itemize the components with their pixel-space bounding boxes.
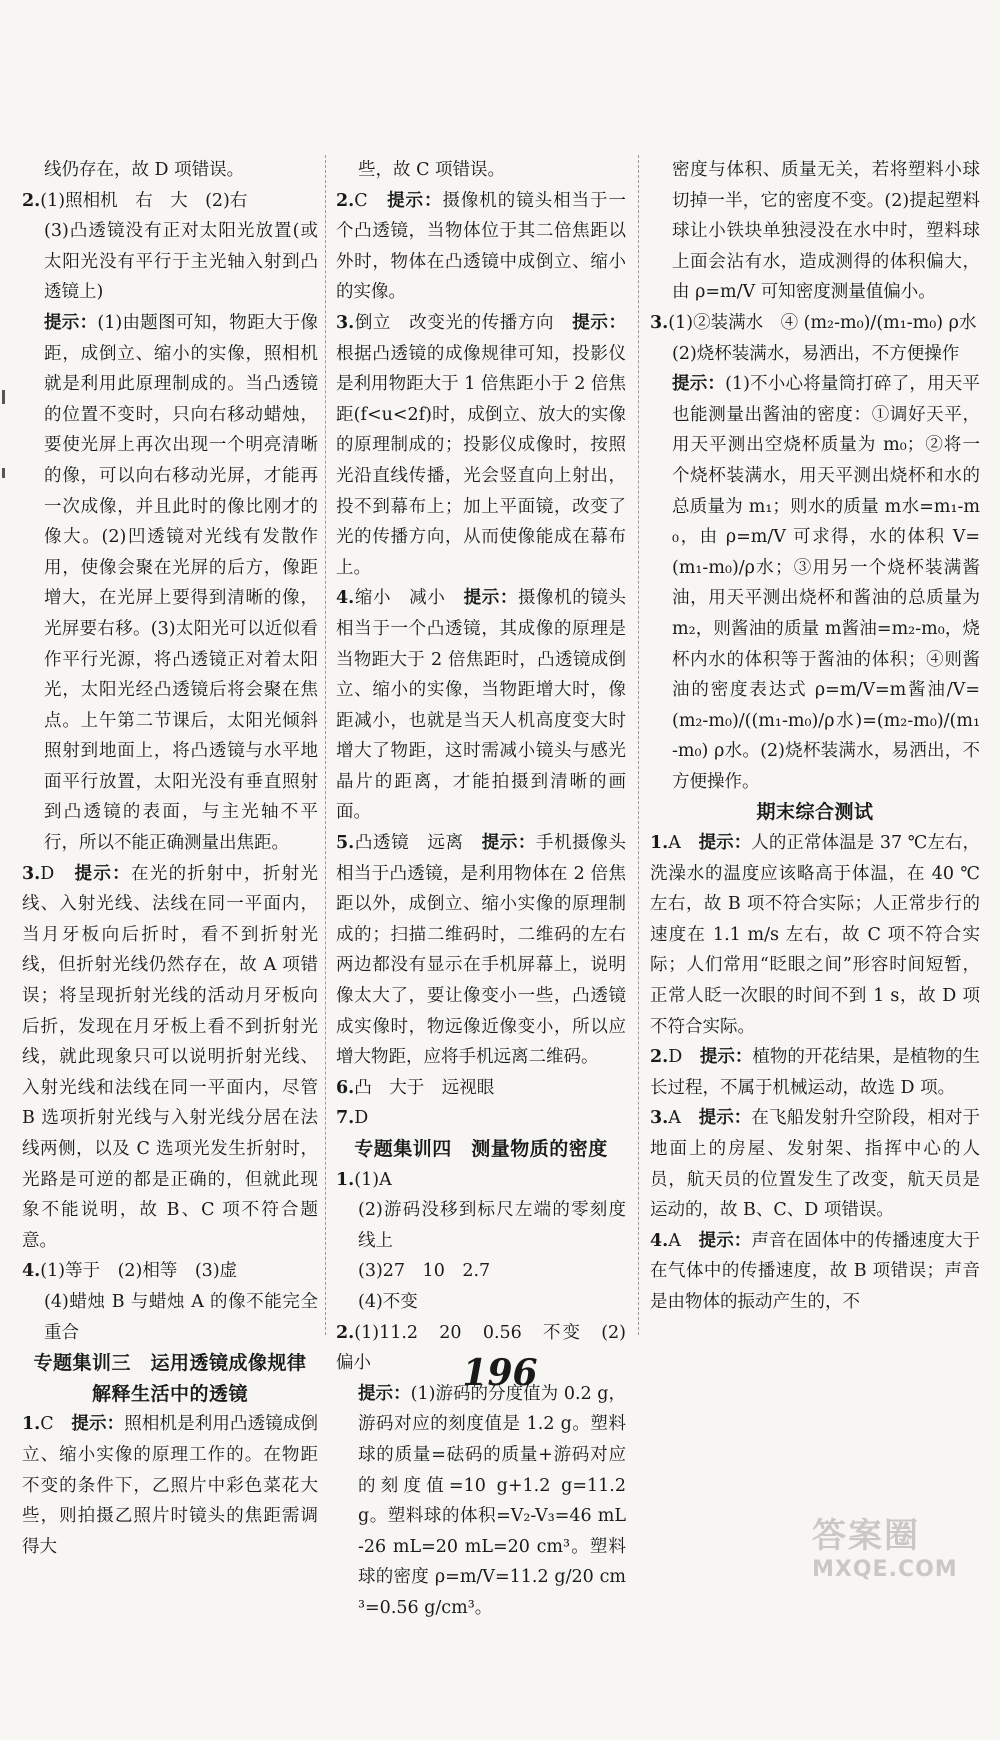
answer-item	[650, 1103, 980, 1225]
answer-text: (3)凸透镜没有正对太阳光放置(或太阳光没有平行于主光轴入射到凸透镜上)	[44, 221, 318, 303]
hint-label: 提示：	[699, 1047, 753, 1068]
section-title: 专题集训三 运用透镜成像规律	[33, 1352, 307, 1375]
answer-text: (1)A	[354, 1169, 392, 1190]
answer-text: 线仍存在，故 D 项错误。	[44, 160, 245, 180]
hint-label: 提示：	[572, 312, 627, 333]
answer-text: (3)27 10 2.7	[358, 1261, 491, 1282]
answer-item	[336, 1165, 626, 1196]
item-number: 4.	[336, 588, 355, 609]
answer-text: C	[354, 190, 388, 211]
scan-edge-marks	[2, 390, 10, 1740]
answer-text: A	[668, 833, 699, 854]
watermark-logo: 答案圈	[812, 1516, 920, 1556]
answer-item	[336, 1073, 626, 1104]
hint-text: 手机摄像头相当于凸透镜，是利用物体在 2 倍焦距以外，成倒立、缩小实像的原理制成的；扫描二维码时，二维码的左右两边都没有显示在手机屏幕上，说明像太大了，要让像变小一些，凸透镜成实像时，物远像近像变小，所以应增大物距，应将手机远离二维码。	[336, 833, 627, 1068]
column-divider	[325, 155, 326, 1335]
section-title: 期末综合测试	[756, 801, 874, 824]
answer-item	[650, 1042, 980, 1103]
hint-label: 提示：	[71, 1414, 125, 1435]
hint-paragraph	[650, 369, 980, 797]
item-number: 4.	[22, 1261, 41, 1282]
answer-item	[22, 1256, 318, 1287]
hint-text: 摄像机的镜头相当于一个凸透镜，其成像的原理是当物距大于 2 倍焦距时，凸透镜成倒立、缩小的实像，当物距增大时，像距减小，也就是当天人机高度变大时增大了物距，这时需减小镜头与感光晶片的距离，才能拍摄到清晰的画面。	[336, 588, 627, 823]
page-number: 196	[462, 1352, 538, 1394]
hint-label: 提示：	[698, 1230, 752, 1251]
hint-text: 摄像机的镜头相当于一个凸透镜，当物体位于其二倍焦距以外时，物体在凸透镜中成倒立、缩小的实像。	[336, 190, 627, 303]
hint-label: 提示：	[698, 833, 752, 854]
answer-text: (4)蜡烛 B 与蜡烛 A 的像不能完全重合	[44, 1291, 318, 1343]
hint-label: 提示：	[463, 588, 518, 609]
answer-text: A	[668, 1108, 699, 1129]
item-number: 3.	[336, 312, 355, 333]
answer-text: 些，故 C 项错误。	[358, 160, 506, 180]
section-subtitle: 解释生活中的透镜	[91, 1382, 248, 1405]
answer-item	[336, 308, 626, 583]
answer-item	[650, 1226, 980, 1318]
item-number: 3.	[650, 1108, 669, 1129]
answer-text: (1)②装满水 ④ (m₂-m₀)/(m₁-m₀) ρ水	[668, 312, 977, 333]
answer-item	[650, 828, 980, 1042]
item-number: 2.	[650, 1047, 669, 1068]
answer-item	[22, 186, 318, 217]
hint-text: 在光的折射中，折射光线、入射光线、法线在同一平面内，当月牙板向后折时，看不到折射光线，但折射光线仍然存在，故 A 项错误；将呈现折射光线的活动月牙板向后折，发现在月牙板上看不到折射光线，就此现象只可以说明折射光线、入射光线和法线在同一平面内，尽管 B 选项折射光线与入射光线分居在法线两侧，以及 C 选项光发生折射时，光路是可逆的都是正确的，但就此现象不能说明，故 B、C 项不符合题意。	[22, 863, 319, 1251]
column-2	[336, 155, 626, 1624]
hint-label: 提示：	[74, 863, 131, 884]
hint-paragraph	[336, 1379, 626, 1624]
hint-text: 声音在固体中的传播速度大于在气体中的传播速度，故 B 项错误；声音是由物体的振动产生的，不	[650, 1230, 981, 1312]
answer-text: 凸 大于 远视眼	[354, 1077, 495, 1098]
answer-text: (1)11.2 20 0.56 不变 (2)偏小	[336, 1322, 626, 1374]
column-3	[650, 155, 980, 1318]
answer-item	[22, 859, 318, 1257]
answer-text: 倒立 改变光的传播方向	[354, 312, 573, 333]
column-1	[22, 155, 318, 1562]
hint-label: 提示：	[44, 312, 98, 333]
answer-text: D	[668, 1047, 700, 1068]
hint-text: (1)不小心将量筒打碎了，用天平也能测量出酱油的密度：①调好天平，用天平测出空烧杯质量为 m₀；②将一个烧杯装满水，用天平测出烧杯和水的总质量为 m₁；则水的质量 m水=m₁-m₀，由 ρ=m/V 可求得，水的体积 V=(m₁-m₀)/ρ水；③用另一个烧杯装满酱油，用天平测出烧杯和酱油的总质量为 m₂，则酱油的质量 m酱油=m₂-m₀，烧杯内水的体积等于酱油的体积；④则酱油的密度表达式 ρ=m/V=m酱油/V=(m₂-m₀)/((m₁-m₀)/ρ水)=(m₂-m₀)/(m₁-m₀) ρ水。(2)烧杯装满水，易洒出，不方便操作。	[672, 374, 980, 792]
answer-text: C	[40, 1414, 72, 1435]
answer-text: D	[354, 1108, 369, 1129]
hint-text: 照相机是利用凸透镜成倒立、缩小实像的原理工作的。在物距不变的条件下，乙照片中彩色菜花大些，则拍摄乙照片时镜头的焦距需调得大	[22, 1414, 319, 1557]
answer-text: D	[40, 863, 75, 884]
answer-text: A	[668, 1230, 699, 1251]
answer-text: (2)烧杯装满水，易洒出，不方便操作	[672, 343, 960, 364]
hint-paragraph	[22, 308, 318, 859]
item-number: 1.	[22, 1414, 41, 1435]
answer-text: 缩小 减小	[354, 588, 464, 609]
answer-text: (1)等于 (2)相等 (3)虚	[40, 1261, 238, 1282]
answer-text: (2)游码没移到标尺左端的零刻度线上	[358, 1200, 626, 1251]
answer-item	[336, 583, 626, 828]
item-number: 3.	[650, 312, 669, 333]
answer-item	[336, 828, 626, 1073]
hint-label: 提示：	[387, 190, 443, 211]
scan-mark	[2, 468, 5, 478]
scan-mark	[2, 390, 5, 404]
answer-text: (4)不变	[358, 1291, 418, 1312]
item-number: 1.	[336, 1169, 355, 1190]
item-number: 6.	[336, 1077, 355, 1098]
section-title: 专题集训四 测量物质的密度	[354, 1138, 608, 1160]
hint-label: 提示：	[358, 1383, 411, 1404]
column-divider	[638, 155, 639, 1335]
watermark	[812, 1508, 992, 1588]
answer-item	[336, 186, 626, 308]
item-number: 3.	[22, 863, 41, 884]
answer-text: 密度与体积、质量无关，若将塑料小球切掉一半，它的密度不变。(2)提起塑料球让小铁块单独浸没在水中时，塑料球上面会沾有水，造成测得的体积偏大，由 ρ=m/V 可知密度测量值偏小。	[672, 160, 980, 303]
hint-text: 在飞船发射升空阶段，相对于地面上的房屋、发射架、指挥中心的人员，航天员的位置发生了改变，航天员是运动的，故 B、C、D 项错误。	[650, 1108, 981, 1221]
item-number: 2.	[336, 1322, 355, 1343]
item-number: 2.	[22, 190, 41, 211]
answer-text: (1)照相机 右 大 (2)右	[40, 190, 248, 211]
hint-label: 提示：	[672, 374, 726, 395]
hint-text: (1)由题图可知，物距大于像距，成倒立、缩小的实像，照相机就是利用此原理制成的。当凸透镜的位置不变时，只向右移动蜡烛，要使光屏上再次出现一个明亮清晰的像，可以向右移动光屏，才能再一次成像，并且此时的像比刚才的像大。(2)凹透镜对光线有发散作用，使像会聚在光屏的后方，像距增大，在光屏上要得到清晰的像，光屏要右移。(3)太阳光可以近似看作平行光源，将凸透镜正对着太阳光，太阳光经凸透镜后将会聚在焦点。上午第二节课后，太阳光倾斜照射到地面上，将凸透镜与水平地面平行放置，太阳光没有垂直照射到凸透镜的表面，与主光轴不平行，所以不能正确测量出焦距。	[44, 312, 318, 854]
item-number: 5.	[336, 833, 355, 854]
answer-item	[336, 1103, 626, 1134]
hint-text: (1)游码的分度值为 0.2 g，游码对应的刻度值是 1.2 g。塑料球的质量=砝码的质量+游码对应的刻度值=10 g+1.2 g=11.2 g。塑料球的体积=V₂-V₃=46 mL-26 mL=20 mL=20 cm³。塑料球的密度 ρ=m/V=11.2 g/20 cm³=0.56 g/cm³。	[358, 1383, 627, 1618]
hint-text: 人的正常体温是 37 ℃左右，洗澡水的温度应该略高于体温，在 40 ℃左右，故 B 项不符合实际；人正常步行的速度在 1.1 m/s 左右，故 C 项不符合实际；人们常用“眨眼之间”形容时间短暂，正常人眨一次眼的时间不到 1 s，故 D 项不符合实际。	[650, 833, 981, 1037]
item-number: 2.	[336, 190, 355, 211]
item-number: 4.	[650, 1230, 669, 1251]
hint-label: 提示：	[698, 1108, 752, 1129]
hint-label: 提示：	[481, 833, 537, 854]
answer-item	[650, 308, 980, 339]
answer-text: 凸透镜 远离	[354, 833, 482, 854]
watermark-url: MXQE.COM	[812, 1557, 958, 1582]
hint-text: 根据凸透镜的成像规律可知，投影仪是利用物距大于 1 倍焦距小于 2 倍焦距(f<u<2f)时，成倒立、放大的实像的原理制成的；投影仪成像时，按照光沿直线传播，光会竖直向上射出，投不到幕布上；加上平面镜，改变了光的传播方向，从而使像能成在幕布上。	[336, 343, 626, 578]
item-number: 7.	[336, 1108, 355, 1129]
answer-item	[22, 1409, 318, 1562]
hint-text: 植物的开花结果，是植物的生长过程，不属于机械运动，故选 D 项。	[650, 1047, 981, 1098]
item-number: 1.	[650, 833, 669, 854]
